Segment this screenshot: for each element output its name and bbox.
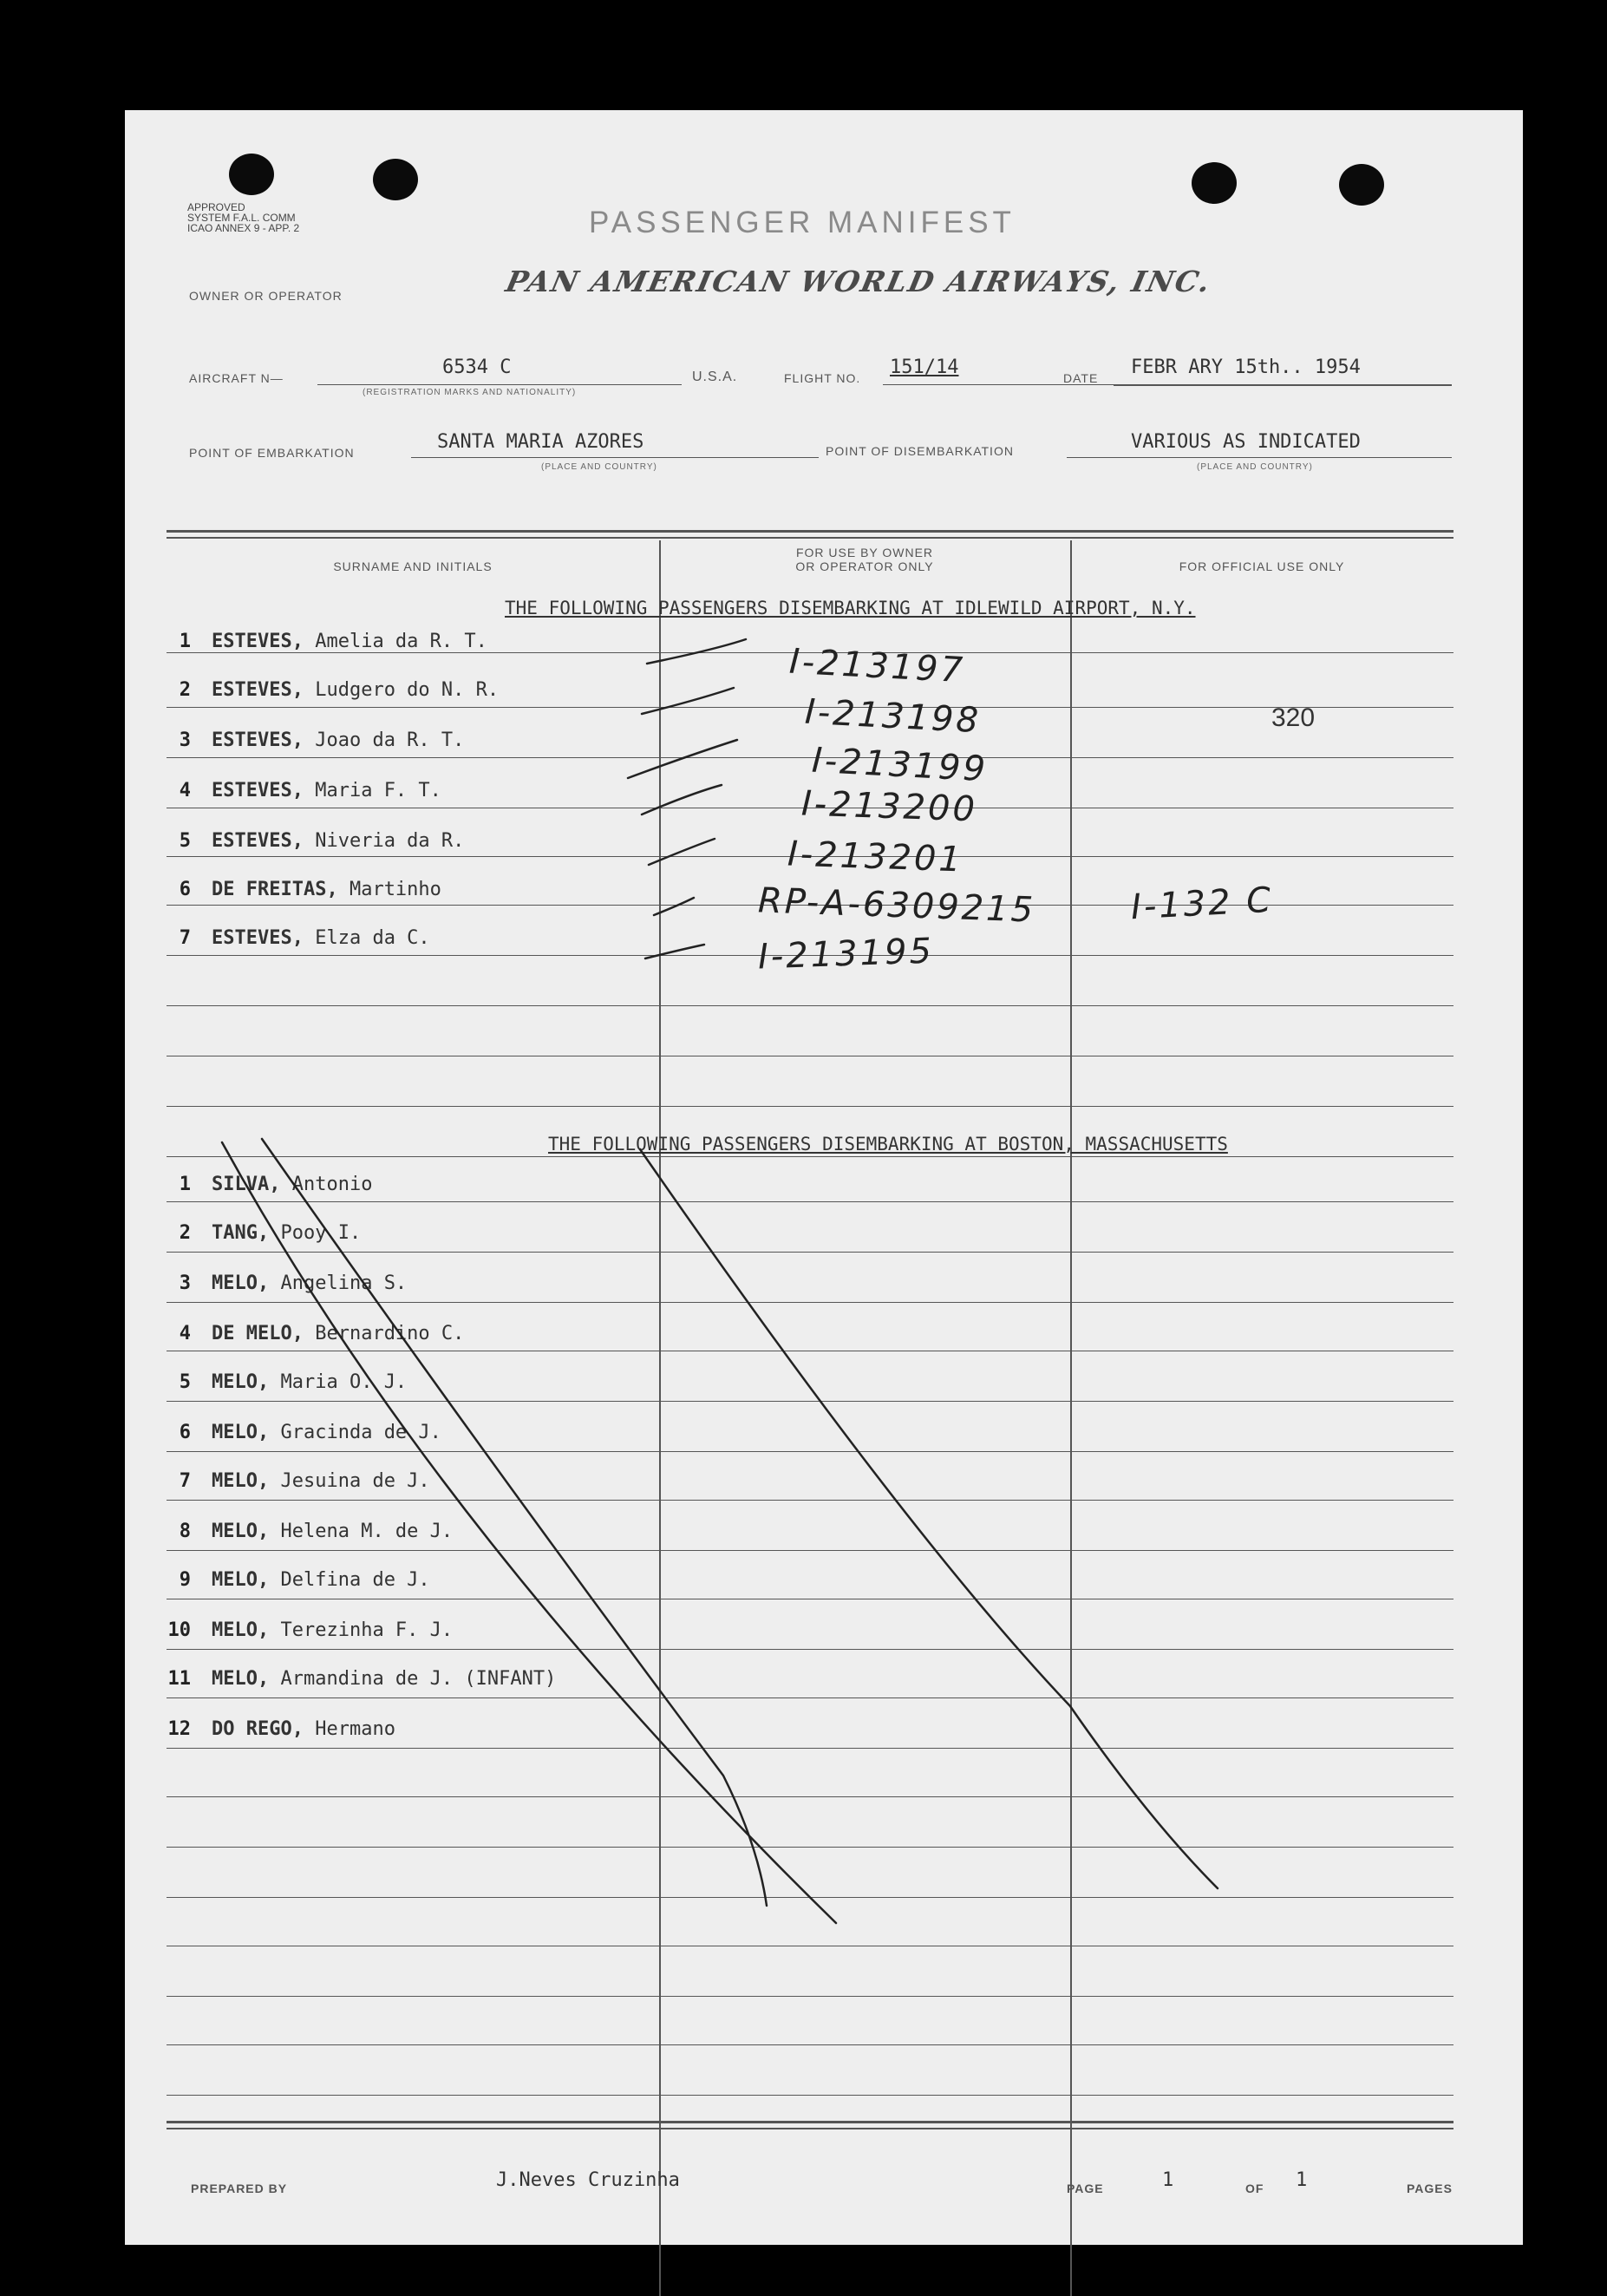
row-number: 4 xyxy=(179,1323,191,1344)
airline-name: PAN AMERICAN WORLD AIRWAYS, INC. xyxy=(502,265,1215,298)
passenger-given-names: Terezinha F. J. xyxy=(280,1619,454,1641)
passenger-surname: DO REGO, xyxy=(212,1718,304,1740)
passenger-surname: MELO, xyxy=(212,1569,270,1591)
row-number: 8 xyxy=(179,1521,191,1542)
row-number: 10 xyxy=(167,1619,191,1641)
check-mark xyxy=(649,839,715,865)
official-note: 320 xyxy=(1271,703,1316,732)
passenger-surname: ESTEVES, xyxy=(212,780,304,801)
embarkation-label: POINT OF EMBARKATION xyxy=(189,446,355,460)
owner-column-header-line1: FOR USE BY OWNER xyxy=(795,546,934,559)
handwritten-id: I-213198 xyxy=(803,691,983,742)
approved-line: APPROVED xyxy=(187,201,245,213)
approved-line: SYSTEM F.A.L. COMM xyxy=(187,212,296,224)
passenger-surname: ESTEVES, xyxy=(212,927,304,949)
passenger-given-names: Maria O. J. xyxy=(280,1371,408,1393)
passenger-surname: MELO, xyxy=(212,1422,270,1443)
handwritten-id: RP-A-6309215 xyxy=(757,880,1036,931)
of-label: OF xyxy=(1245,2182,1264,2195)
check-mark xyxy=(654,898,694,915)
passenger-given-names: Angelina S. xyxy=(280,1272,408,1294)
row-number: 7 xyxy=(179,927,191,949)
place-caption: (PLACE AND COUNTRY) xyxy=(1197,462,1313,472)
passenger-surname: DE MELO, xyxy=(212,1323,304,1344)
date-value: FEBR ARY 15th.. 1954 xyxy=(1131,357,1361,378)
passenger-given-names: Helena M. de J. xyxy=(280,1521,454,1542)
passenger-given-names: Delfina de J. xyxy=(280,1569,430,1591)
page-value: 1 xyxy=(1162,2169,1174,2191)
passenger-given-names: Armandina de J. (INFANT) xyxy=(280,1668,557,1690)
section2-heading: THE FOLLOWING PASSENGERS DISEMBARKING AT BOSTON, MASSACHUSETTS xyxy=(548,1134,1228,1155)
row-number: 1 xyxy=(179,631,191,652)
usa-label: U.S.A. xyxy=(692,370,738,384)
date-label: DATE xyxy=(1063,371,1099,385)
aircraft-value: 6534 C xyxy=(442,357,512,378)
row-number: 12 xyxy=(167,1718,191,1740)
check-mark xyxy=(647,639,746,664)
passenger-given-names: Joao da R. T. xyxy=(315,729,465,751)
row-number: 6 xyxy=(179,1422,191,1443)
row-number: 3 xyxy=(179,729,191,751)
surname-column-header: SURNAME AND INITIALS xyxy=(333,559,493,573)
row-number: 3 xyxy=(179,1272,191,1294)
pages-value: 1 xyxy=(1296,2169,1308,2191)
pages-label: PAGES xyxy=(1407,2182,1453,2195)
passenger-surname: MELO, xyxy=(212,1619,270,1641)
passenger-given-names: Jesuina de J. xyxy=(280,1470,430,1492)
row-number: 7 xyxy=(179,1470,191,1492)
handwritten-id: I-213199 xyxy=(810,740,990,790)
disembarkation-value: VARIOUS AS INDICATED xyxy=(1131,431,1361,453)
passenger-given-names: Niveria da R. xyxy=(315,830,465,852)
check-mark xyxy=(642,785,722,814)
passenger-given-names: Ludgero do N. R. xyxy=(315,679,500,701)
row-number: 2 xyxy=(179,1222,191,1244)
handwritten-id: I-213200 xyxy=(800,783,978,830)
passenger-surname: MELO, xyxy=(212,1470,270,1492)
passenger-given-names: Antonio xyxy=(291,1174,373,1195)
pen-marks xyxy=(125,110,1523,2245)
row-number: 1 xyxy=(179,1174,191,1195)
registration-caption: (REGISTRATION MARKS AND NATIONALITY) xyxy=(363,388,577,397)
disembarkation-label: POINT OF DISEMBARKATION xyxy=(826,444,1014,458)
section1-heading: THE FOLLOWING PASSENGERS DISEMBARKING AT IDLEWILD AIRPORT, N.Y. xyxy=(505,598,1196,618)
passenger-given-names: Gracinda de J. xyxy=(280,1422,441,1443)
strike-line xyxy=(222,1142,836,1923)
check-mark xyxy=(642,688,734,714)
prepared-by-label: PREPARED BY xyxy=(191,2182,288,2195)
official-column-header: FOR OFFICIAL USE ONLY xyxy=(1179,559,1345,573)
row-number: 2 xyxy=(179,679,191,701)
passenger-surname: ESTEVES, xyxy=(212,830,304,852)
document-title: PASSENGER MANIFEST xyxy=(589,206,1016,239)
passenger-given-names: Maria F. T. xyxy=(315,780,441,801)
page-label: PAGE xyxy=(1067,2182,1104,2195)
passenger-given-names: Pooy I. xyxy=(280,1222,362,1244)
row-number: 4 xyxy=(179,780,191,801)
aircraft-label: AIRCRAFT N— xyxy=(189,371,284,385)
passenger-surname: TANG, xyxy=(212,1222,270,1244)
passenger-surname: MELO, xyxy=(212,1521,270,1542)
prepared-by-value: J.Neves Cruzinha xyxy=(496,2169,680,2191)
passenger-surname: ESTEVES, xyxy=(212,729,304,751)
handwritten-id: I-213195 xyxy=(757,931,935,978)
flight-value: 151/14 xyxy=(890,357,959,378)
manifest-sheet xyxy=(125,110,1523,2245)
check-mark xyxy=(645,945,704,958)
row-number: 5 xyxy=(179,1371,191,1393)
row-number: 6 xyxy=(179,879,191,900)
check-mark xyxy=(628,740,737,778)
passenger-surname: SILVA, xyxy=(212,1174,281,1195)
approved-line: ICAO ANNEX 9 - APP. 2 xyxy=(187,222,300,234)
passenger-surname: ESTEVES, xyxy=(212,679,304,701)
passenger-surname: MELO, xyxy=(212,1668,270,1690)
embarkation-value: SANTA MARIA AZORES xyxy=(437,431,644,453)
row-number: 11 xyxy=(167,1668,191,1690)
passenger-given-names: Hermano xyxy=(315,1718,395,1740)
strike-line xyxy=(262,1139,767,1906)
passenger-given-names: Amelia da R. T. xyxy=(315,631,487,652)
passenger-given-names: Elza da C. xyxy=(315,927,430,949)
passenger-surname: MELO, xyxy=(212,1272,270,1294)
row-number: 5 xyxy=(179,830,191,852)
place-caption: (PLACE AND COUNTRY) xyxy=(541,462,657,472)
passenger-given-names: Martinho xyxy=(349,879,441,900)
handwritten-id: I-213197 xyxy=(787,641,967,691)
passenger-surname: ESTEVES, xyxy=(212,631,304,652)
passenger-given-names: Bernardino C. xyxy=(315,1323,465,1344)
strike-line xyxy=(640,1149,1218,1888)
owner-column-header-line2: OR OPERATOR ONLY xyxy=(795,559,934,573)
passenger-surname: MELO, xyxy=(212,1371,270,1393)
official-handwritten-note: I-132 C xyxy=(1129,880,1275,928)
passenger-surname: DE FREITAS, xyxy=(212,879,338,900)
owner-label: OWNER OR OPERATOR xyxy=(189,289,343,303)
handwritten-id: I-213201 xyxy=(787,834,964,880)
row-number: 9 xyxy=(179,1569,191,1591)
flight-label: FLIGHT NO. xyxy=(784,371,861,385)
